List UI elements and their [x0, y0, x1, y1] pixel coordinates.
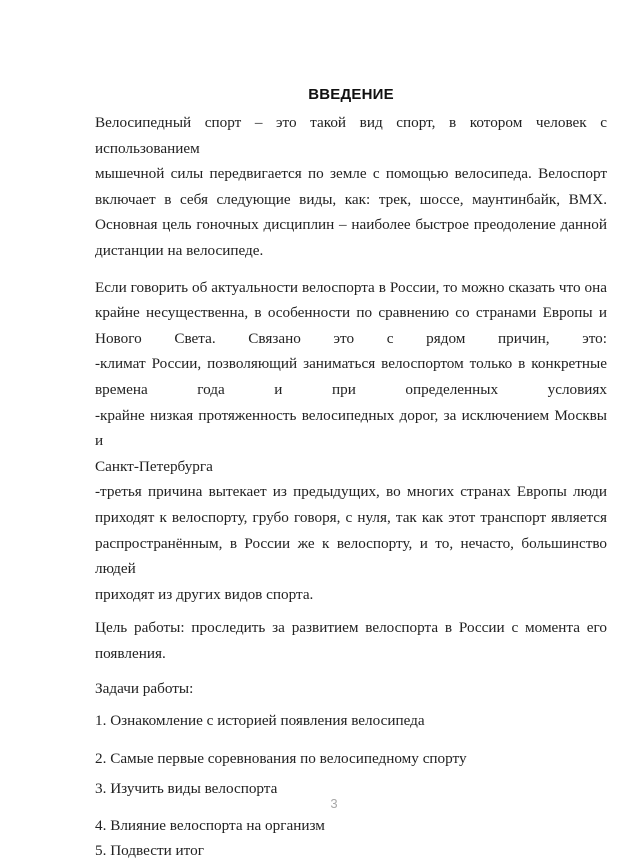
text-line: -крайне низкая протяженность велосипедных дорог, за исключением Москвы и — [95, 406, 607, 450]
paragraph-goal — [95, 615, 607, 666]
text-line: крайне несущественна, в особенности по сравнению со странами Европы и — [95, 304, 607, 322]
task-item: 3. Изучить виды велоспорта — [95, 780, 278, 798]
text-line: Цель работы: проследить за развитием велоспорта в России с момента его — [95, 619, 607, 637]
text-line: приходят к велоспорту, грубо говоря, с нуля, так как этот транспорт является — [95, 508, 607, 526]
text-line: включает в себя следующие виды, как: трек, шоссе, маунтинбайк, BMX. — [95, 190, 607, 208]
task-item: 4. Влияние велоспорта на организм — [95, 816, 325, 834]
text-line: мышечной силы передвигается по земле с помощью велосипеда. Велоспорт — [95, 165, 607, 183]
text-line: Нового Света. Связано это с рядом причин, это: — [95, 329, 607, 347]
text-line: дистанции на велосипеде. — [95, 241, 264, 259]
task-item: 5. Подвести итог — [95, 842, 204, 860]
task-item: 1. Ознакомление с историей появления велосипеда — [95, 712, 425, 730]
text-line: -третья причина вытекает из предыдущих, во многих странах Европы люди — [95, 483, 607, 501]
tasks-label: Задачи работы: — [95, 680, 194, 698]
text-line: -климат России, позволяющий заниматься велоспортом только в конкретные — [95, 355, 607, 373]
text-line: времена года и при определенных условиях — [95, 380, 607, 398]
text-line: Санкт-Петербурга — [95, 457, 213, 475]
text-line: Велосипедный спорт – это такой вид спорт, в котором человек с использованием — [95, 114, 607, 157]
text-line: Если говорить об актуальности велоспорта в России, то можно сказать что она — [95, 278, 607, 296]
document-body — [95, 86, 607, 864]
text-line: Основная цель гоночных дисциплин – наиболее быстрое преодоление данной — [95, 216, 607, 234]
page-title: ВВЕДЕНИЕ — [308, 86, 394, 103]
paragraph-relevance — [95, 275, 607, 608]
paragraph-intro — [95, 110, 607, 264]
page-number: 3 — [330, 796, 338, 811]
text-line: приходят из других видов спорта. — [95, 585, 314, 603]
text-line: появления. — [95, 644, 166, 662]
text-line: распространённым, в России же к велоспорту, и то, нечасто, большинство людей — [95, 534, 607, 578]
task-item: 2. Самые первые соревнования по велосипедному спорту — [95, 749, 467, 767]
